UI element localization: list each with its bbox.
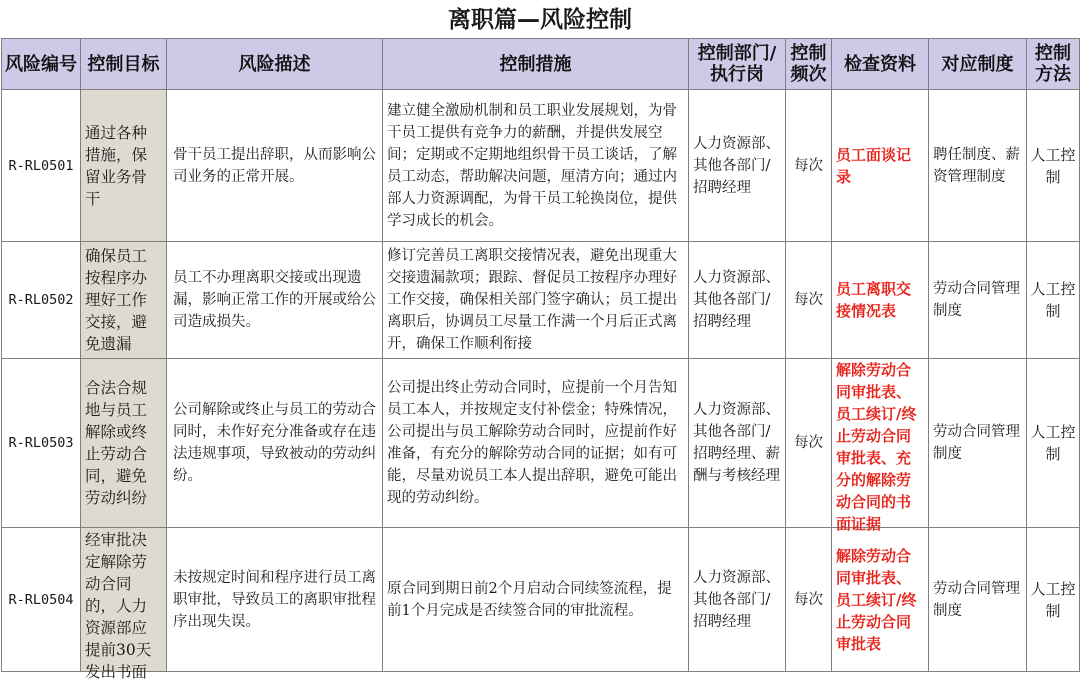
control-method-cell: 人工控制 xyxy=(1027,359,1080,528)
check-materials-cell xyxy=(832,359,929,533)
control-goal-cell xyxy=(81,528,167,681)
control-goal-text: 经审批决定解除劳动合同的，人力资源部应提前30天发出书面 xyxy=(85,531,152,681)
risk-control-table xyxy=(1,38,1080,681)
risk-description-cell: 公司解除或终止与员工的劳动合同时，未作好充分准备或存在违法违规事项，导致被动的劳动纠纷。 xyxy=(167,359,383,528)
control-measure-cell: 建立健全激励机制和员工职业发展规划，为骨干员工提供有竞争力的薪酬，并提供发展空间；定期或不定期地组织骨干员工谈话，了解员工动态，帮助解决问题，厘清方向；通过内部人力资源调配，为骨干员工轮换岗位，提供学习成长的机会。 xyxy=(383,90,689,242)
risk-id-cell: R-RL0501 xyxy=(2,90,81,242)
risk-id-cell: R-RL0504 xyxy=(2,528,81,672)
control-frequency-cell: 每次 xyxy=(786,242,832,359)
control-method-cell: 人工控制 xyxy=(1027,528,1080,672)
header-control-department: 控制部门/执行岗 xyxy=(689,39,786,90)
control-department-cell: 人力资源部、其他各部门/招聘经理 xyxy=(689,242,786,359)
check-materials-text: 解除劳动合同审批表、员工续订/终止劳动合同审批表、充分的解除劳动合同的书面证据 xyxy=(836,361,917,533)
control-method-cell: 人工控制 xyxy=(1027,90,1080,242)
control-frequency-cell: 每次 xyxy=(786,528,832,672)
control-measure-cell: 修订完善员工离职交接情况表，避免出现重大交接遗漏款项；跟踪、督促员工按程序办理好工作交接，确保相关部门签字确认；员工提出离职后，协调员工尽量工作满一个月后正式离开，确保工作顺利衔接 xyxy=(383,242,689,359)
control-department-cell: 人力资源部、其他各部门/招聘经理 xyxy=(689,528,786,672)
header-row xyxy=(2,39,1080,90)
policy-cell: 劳动合同管理制度 xyxy=(929,528,1027,672)
policy-cell: 劳动合同管理制度 xyxy=(929,359,1027,528)
control-method-cell: 人工控制 xyxy=(1027,242,1080,359)
header-risk-id: 风险编号 xyxy=(2,39,81,90)
page-title: 离职篇—风险控制 xyxy=(448,7,632,33)
table-row xyxy=(2,242,1080,359)
risk-description-cell: 未按规定时间和程序进行员工离职审批，导致员工的离职审批程序出现失误。 xyxy=(167,528,383,672)
control-frequency-cell: 每次 xyxy=(786,90,832,242)
control-department-cell: 人力资源部、其他各部门/招聘经理 xyxy=(689,90,786,242)
policy-cell: 劳动合同管理制度 xyxy=(929,242,1027,359)
risk-description-cell: 骨干员工提出辞职，从而影响公司业务的正常开展。 xyxy=(167,90,383,242)
header-risk-description: 风险描述 xyxy=(167,39,383,90)
header-control-goal: 控制目标 xyxy=(81,39,167,90)
header-policy: 对应制度 xyxy=(929,39,1027,90)
header-check-materials: 检查资料 xyxy=(832,39,929,90)
control-frequency-cell: 每次 xyxy=(786,359,832,528)
control-goal-cell: 合法合规地与员工解除或终止劳动合同，避免劳动纠纷 xyxy=(81,359,167,528)
risk-id-cell: R-RL0502 xyxy=(2,242,81,359)
check-materials-cell: 解除劳动合同审批表、员工续订/终止劳动合同审批表 xyxy=(832,528,929,672)
control-department-cell: 人力资源部、其他各部门/招聘经理、薪酬与考核经理 xyxy=(689,359,786,528)
check-materials-cell: 员工离职交接情况表 xyxy=(832,242,929,359)
control-goal-cell: 通过各种措施，保留业务骨干 xyxy=(81,90,167,242)
control-measure-cell: 公司提出终止劳动合同时，应提前一个月告知员工本人，并按规定支付补偿金；特殊情况，公司提出与员工解除劳动合同时，应提前作好准备，有充分的解除劳动合同的证据；如有可能，尽量劝说员工本人提出辞职，避免可能出现的劳动纠纷。 xyxy=(383,359,689,528)
table-row xyxy=(2,359,1080,528)
header-control-measure: 控制措施 xyxy=(383,39,689,90)
table-row xyxy=(2,528,1080,672)
control-goal-cell: 确保员工按程序办理好工作交接，避免遗漏 xyxy=(81,242,167,359)
header-control-frequency: 控制频次 xyxy=(786,39,832,90)
table-row xyxy=(2,90,1080,242)
check-materials-cell: 员工面谈记录 xyxy=(832,90,929,242)
policy-cell: 聘任制度、薪资管理制度 xyxy=(929,90,1027,242)
risk-description-cell: 员工不办理离职交接或出现遗漏，影响正常工作的开展或给公司造成损失。 xyxy=(167,242,383,359)
header-control-method: 控制方法 xyxy=(1027,39,1080,90)
control-measure-cell: 原合同到期日前2个月启动合同续签流程，提前1个月完成是否续签合同的审批流程。 xyxy=(383,528,689,672)
risk-id-cell: R-RL0503 xyxy=(2,359,81,528)
